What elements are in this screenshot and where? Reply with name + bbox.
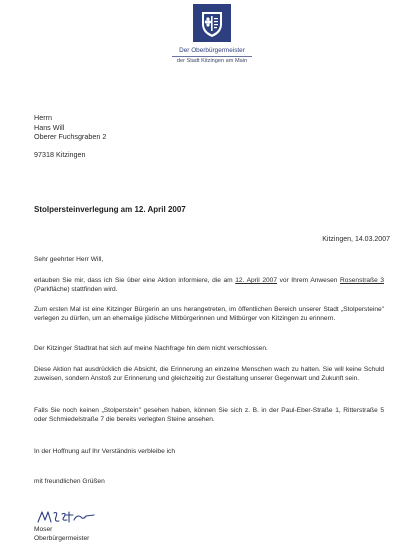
paragraph-1-text-a: erlauben Sie mir, dass ich Sie über eine Aktion informiere, die am	[34, 277, 236, 284]
letter-salutation: Sehr geehrter Herr Will,	[34, 256, 104, 263]
coat-of-arms-icon	[193, 4, 231, 42]
recipient-name: Hans Will	[34, 122, 65, 132]
body-paragraph-4: Diese Aktion hat ausdrücklich die Absicht, die Erinnerung an einzelne Menschen wach zu halten. Sie will keine Schuld zuweisen, sondern Anstoß zur Erinnerung und gleichzeitig zur Gestaltung unserer Gegenwart und Zukunft sein.	[34, 366, 384, 382]
body-paragraph-1	[34, 277, 384, 295]
letter-date: Kitzingen, 14.03.2007	[322, 236, 390, 243]
letterhead-divider	[172, 56, 252, 57]
body-paragraph-3: Der Kitzinger Stadtrat hat sich auf meine Nachfrage hin dem nicht verschlossen.	[34, 345, 268, 352]
letterhead-title: Der Oberbürgermeister	[179, 47, 245, 54]
recipient-address	[34, 113, 106, 142]
recipient-salutation-line: Herrn	[34, 113, 52, 122]
event-date: 12. April 2007	[235, 277, 277, 284]
signer-title: Oberbürgermeister	[34, 535, 90, 542]
paragraph-1-text-c: (Parkfläche) stattfinden wird.	[34, 285, 118, 293]
recipient-street: Oberer Fuchsgraben 2	[34, 132, 107, 142]
letter-closing: mit freundlichen Grüßen	[34, 478, 105, 485]
signer-block	[34, 525, 89, 543]
letter-subject: Stolpersteinverlegung am 12. April 2007	[34, 205, 186, 214]
signer-name: Moser	[34, 526, 53, 533]
city-logo-emblem	[193, 4, 231, 42]
signature-icon	[36, 508, 96, 526]
body-paragraph-2: Zum ersten Mal ist eine Kitzinger Bürgerin an uns herangetreten, im öffentlichen Bereich unserer Stadt „Stolpersteine" verlegen zu dürfen, um an ehemalige jüdische Mitbürgerinnen und Mitbürger von Kitzingen zu erinnern.	[34, 306, 384, 322]
body-paragraph-6: In der Hoffnung auf Ihr Verständnis verbleibe ich	[34, 448, 175, 455]
event-street: Rosenstraße 3	[340, 277, 385, 284]
letterhead-subtitle: der Stadt Kitzingen am Main	[176, 58, 248, 64]
body-paragraph-5: Falls Sie noch keinen „Stolperstein" gesehen haben, können Sie sich z. B. in der Paul-Eber-Straße 1, Ritterstraße 5 oder Schmiedelstraße 7 die bereits verlegten Steine ansehen.	[34, 407, 384, 423]
recipient-city: 97318 Kitzingen	[34, 150, 86, 159]
paragraph-1-text-b: vor Ihrem Anwesen	[277, 277, 341, 284]
